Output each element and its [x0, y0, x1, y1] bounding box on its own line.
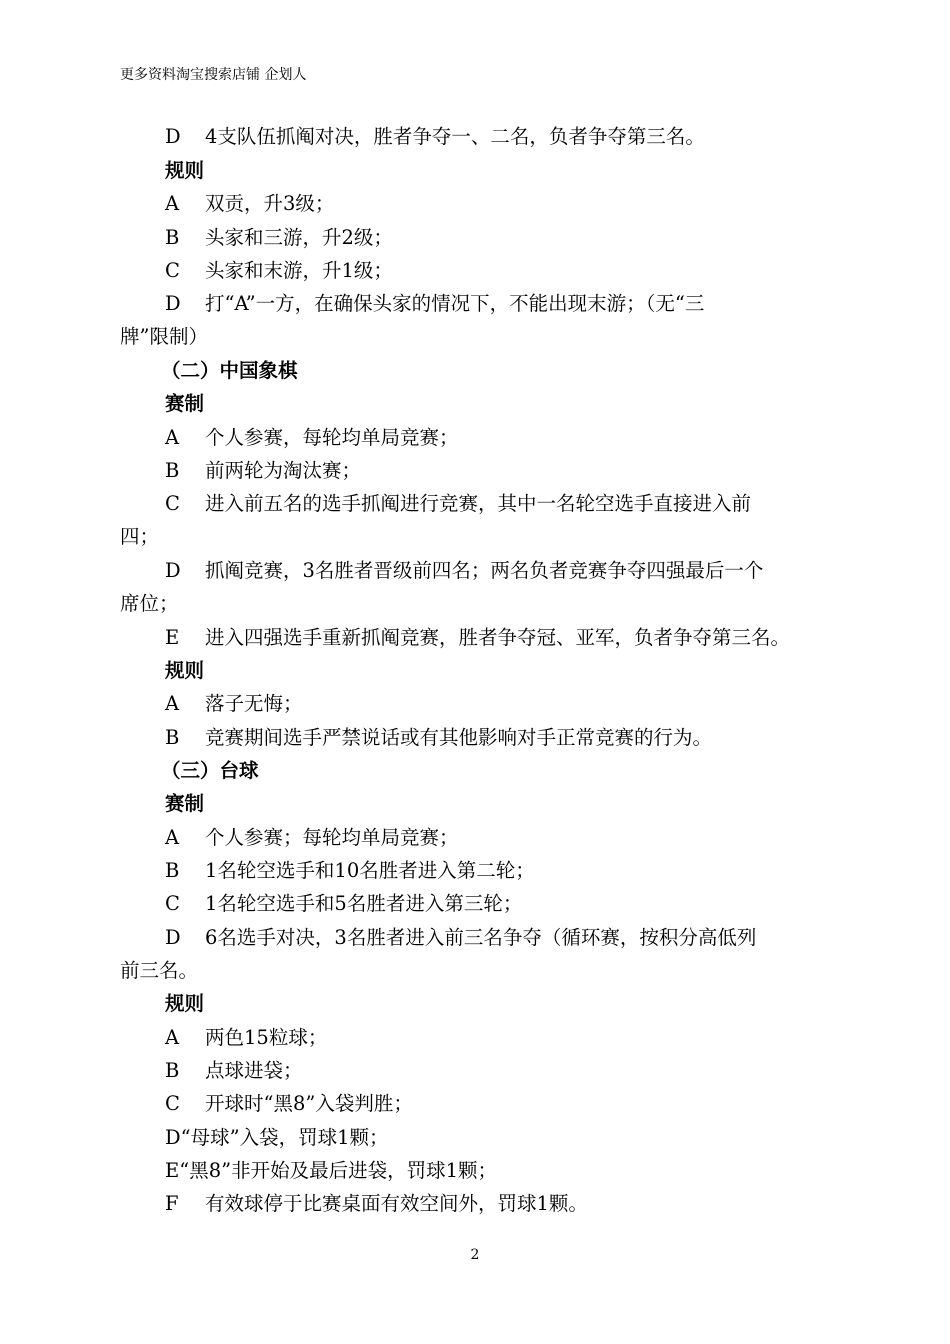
item-text: “黑8”非开始及最后进袋，罚球1颗； [179, 1159, 498, 1182]
item-marker: C [165, 492, 180, 515]
item-text: 1名轮空选手和5名胜者进入第三轮； [205, 892, 523, 915]
item-marker: D [165, 1126, 181, 1149]
item-marker: D [165, 559, 181, 582]
list-item [165, 190, 334, 218]
list-item [165, 924, 756, 952]
list-item [165, 824, 459, 852]
list-item [165, 424, 459, 452]
item-text: 个人参赛，每轮均单局竞赛； [205, 426, 459, 449]
list-item [165, 224, 393, 252]
page-header: 更多资料淘宝搜索店铺 企划人 [120, 67, 307, 83]
item-marker: E [165, 1159, 180, 1182]
item-marker: C [165, 259, 180, 282]
item-marker: B [165, 1059, 180, 1082]
item-text: 头家和末游，升1级； [205, 259, 393, 282]
list-item [165, 557, 763, 585]
item-text: “母球”入袋，罚球1颗； [180, 1126, 389, 1149]
list-item [165, 290, 704, 318]
item-marker: D [165, 292, 181, 315]
item-marker: B [165, 459, 180, 482]
item-marker: B [165, 726, 180, 749]
continuation-line: 四； [120, 525, 160, 548]
subheading: 规则 [165, 992, 205, 1015]
list-item [165, 490, 751, 518]
item-marker: C [165, 892, 180, 915]
list-item [165, 1157, 497, 1185]
list-item [165, 1024, 327, 1052]
list-item [165, 624, 790, 652]
item-marker: D [165, 125, 181, 148]
list-item [165, 457, 361, 485]
item-marker: E [165, 626, 180, 649]
item-text: 竞赛期间选手严禁说话或有其他影响对手正常竞赛的行为。 [205, 726, 713, 749]
item-text: 双贡，升3级； [205, 192, 335, 215]
section-heading: （二）中国象棋 [161, 359, 298, 382]
item-marker: A [165, 192, 180, 215]
list-item [165, 257, 393, 285]
item-text: 头家和三游，升2级； [205, 226, 393, 249]
item-text: 6名选手对决，3名胜者进入前三名争夺（循环赛，按积分高低列 [205, 926, 757, 949]
subheading: 赛制 [165, 792, 205, 815]
subheading: 赛制 [165, 392, 205, 415]
item-text: 有效球停于比赛桌面有效空间外，罚球1颗。 [205, 1192, 588, 1215]
item-text: 个人参赛；每轮均单局竞赛； [205, 826, 459, 849]
item-marker: A [165, 1026, 180, 1049]
item-marker: C [165, 1092, 180, 1115]
item-text: 打“A”一方，在确保头家的情况下，不能出现末游；（无“三 [205, 292, 705, 315]
item-marker: D [165, 926, 181, 949]
item-text: 点球进袋； [205, 1059, 303, 1082]
item-marker: B [165, 226, 180, 249]
section-heading: （三）台球 [161, 759, 259, 782]
subheading: 规则 [165, 659, 205, 682]
item-text: 1名轮空选手和10名胜者进入第二轮； [205, 859, 535, 882]
item-marker: A [165, 826, 180, 849]
list-item [165, 690, 303, 718]
list-item [165, 857, 535, 885]
list-item [165, 890, 522, 918]
continuation-line: 席位； [120, 592, 179, 615]
item-marker: F [165, 1192, 179, 1215]
item-marker: B [165, 859, 180, 882]
subheading: 规则 [165, 159, 205, 182]
list-item [165, 1057, 303, 1085]
list-item [165, 724, 712, 752]
item-text: 前两轮为淘汰赛； [205, 459, 362, 482]
item-text: 两色15粒球； [205, 1026, 328, 1049]
item-text: 抓阄竞赛，3名胜者晋级前四名；两名负者竞赛争夺四强最后一个 [205, 559, 764, 582]
list-item [165, 1090, 413, 1118]
list-item [165, 1124, 389, 1152]
page-number: 2 [470, 1247, 480, 1263]
list-item [165, 1190, 588, 1218]
item-marker: A [165, 426, 180, 449]
item-text: 进入四强选手重新抓阄竞赛，胜者争夺冠、亚军，负者争夺第三名。 [205, 626, 791, 649]
list-item [165, 123, 705, 151]
continuation-line: 牌”限制） [120, 325, 208, 348]
item-text: 落子无悔； [205, 692, 303, 715]
item-text: 进入前五名的选手抓阄进行竞赛，其中一名轮空选手直接进入前 [205, 492, 752, 515]
item-marker: A [165, 692, 180, 715]
item-text: 开球时“黑8”入袋判胜； [205, 1092, 413, 1115]
continuation-line: 前三名。 [120, 959, 199, 982]
item-text: 4支队伍抓阄对决，胜者争夺一、二名，负者争夺第三名。 [205, 125, 705, 148]
